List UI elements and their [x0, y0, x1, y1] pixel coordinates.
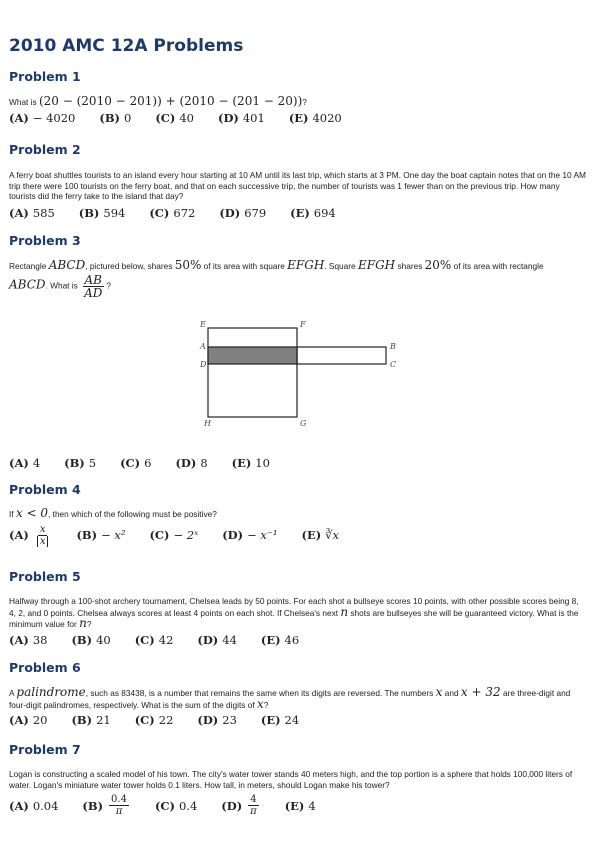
- choice-e[interactable]: (E) 4020: [288, 110, 342, 125]
- choice-d[interactable]: (D) 23: [197, 713, 237, 727]
- choice-e[interactable]: (E) 46: [260, 632, 300, 647]
- answer-choices: [9, 524, 587, 547]
- choice-b[interactable]: (B) 5: [64, 456, 97, 470]
- problem-heading: Problem 2: [9, 142, 81, 157]
- choice-c[interactable]: (C) 672: [149, 205, 196, 220]
- square-efgh: [208, 328, 297, 417]
- choice-d[interactable]: (D) 8: [175, 456, 208, 470]
- choice-d[interactable]: (D) 679: [219, 205, 267, 220]
- choice-a[interactable]: (A) 38: [9, 632, 48, 647]
- choice-e[interactable]: (E) 4: [284, 798, 316, 813]
- problem-statement: If x < 0, then which of the following must be positive?: [9, 506, 217, 520]
- choice-b[interactable]: (B) 594: [78, 205, 126, 220]
- fraction: $\frac{x}{x}$: [35, 524, 51, 547]
- problem-heading: Problem 4: [9, 482, 81, 497]
- problem-statement: A ferry boat shuttles tourists to an island every hour starting at 10 AM until its last trip, which starts at 3 PM. One day the boat captain notes that on the 10 AM trip there were 100 tourists on the ferry boat, and that on each successive trip, the number of tourists was 1 fewer than on the previous trip. How many tourists did the ferry take to the island that day?: [9, 170, 586, 201]
- label-d: D: [200, 360, 207, 369]
- choice-c[interactable]: (C) 40: [155, 110, 194, 125]
- choice-a[interactable]: (A) 4: [9, 456, 41, 470]
- choice-c[interactable]: (C) 22: [134, 713, 174, 727]
- problem-1: [9, 69, 587, 125]
- fraction: $\frac{0.4}{\pi}$: [111, 794, 127, 817]
- problem-statement: Halfway through a 100-shot archery tournament, Chelsea leads by 50 points. For each shot a bullseye scores 10 points, with other possible scores being 8, 4, 2, and 0 points. Chelsea always scores at least 4 points on each shot. If Chelsea's next n shots are bullseyes she will be guaranteed victory. What is the minimum value for n?: [9, 596, 579, 630]
- choice-b[interactable]: (B) 40: [71, 632, 111, 647]
- problem-2: [9, 142, 587, 220]
- label-e: E: [200, 320, 206, 329]
- answer-choices: [9, 794, 587, 817]
- label-a: A: [200, 342, 206, 351]
- answer-choices: [9, 111, 587, 125]
- choice-b[interactable]: (B) $\frac{0.4}{\pi}$: [82, 794, 127, 817]
- problem-heading: Problem 3: [9, 233, 81, 248]
- choice-a[interactable]: (A) $\frac{x}{x}$: [9, 524, 52, 547]
- page-title: 2010 AMC 12A Problems: [9, 36, 244, 56]
- problem-statement: What is (20 − (2010 − 201)) + (2010 − (201 − 20))?: [9, 94, 307, 108]
- math-expression: (20 − (2010 − 201)) + (2010 − (201 − 20)): [38, 94, 303, 108]
- problem-5: [9, 569, 587, 647]
- label-f: F: [300, 320, 306, 329]
- answer-choices: [9, 456, 587, 470]
- problem-statement: A palindrome, such as 83438, is a number that remains the same when its digits are reversed. The numbers x and x + 32 are three-digit and four-digit palindromes, respectively. What is the sum of the digits of x?: [9, 685, 571, 711]
- fraction: $\frac{4}{\pi}$: [250, 794, 257, 817]
- problem-heading: Problem 7: [9, 742, 81, 757]
- geometry-figure: [194, 318, 424, 430]
- label-c: C: [390, 360, 397, 369]
- choice-d[interactable]: (D) 401: [218, 110, 265, 125]
- fraction: $\frac{AB}{AD}$: [84, 273, 103, 300]
- label-h: H: [204, 419, 211, 428]
- problem-heading: Problem 5: [9, 569, 81, 584]
- choice-b[interactable]: (B) 0: [99, 110, 132, 125]
- choice-d[interactable]: (D) $\frac{4}{\pi}$: [221, 794, 257, 817]
- choice-a[interactable]: (A) 585: [9, 205, 55, 220]
- problem-heading: Problem 1: [9, 69, 81, 84]
- answer-choices: [9, 206, 587, 220]
- choice-c[interactable]: (C) 42: [134, 632, 174, 647]
- label-b: B: [390, 342, 396, 351]
- rectangle-abcd: [297, 347, 386, 364]
- math-condition: x < 0: [15, 506, 49, 520]
- problem-statement: Logan is constructing a scaled model of his town. The city's water tower stands 40 meters high, and the top portion is a sphere that holds 100,000 liters of water. Logan's miniature water tower holds 0.1 liters. How tall, in meters, should Logan make his tower?: [9, 769, 573, 790]
- choice-e[interactable]: (E) 10: [231, 456, 270, 470]
- choice-a[interactable]: (A) 0.04: [9, 798, 59, 813]
- problem-statement: Rectangle ABCD, pictured below, shares 50% of its area with square EFGH. Square EFGH shares 20% of its area with rectangle ABCD. What is $\frac{AB}{AD}$ ?: [9, 258, 544, 300]
- choice-d[interactable]: (D) − x⁻¹: [222, 528, 278, 542]
- problem-heading: Problem 6: [9, 660, 81, 675]
- problem-6: [9, 660, 587, 727]
- choice-d[interactable]: (D) 44: [197, 632, 237, 647]
- choice-c[interactable]: (C) 6: [120, 456, 152, 470]
- choice-e[interactable]: (E) 24: [260, 713, 300, 727]
- answer-choices: [9, 713, 587, 727]
- choice-c[interactable]: (C) − 2ˣ: [149, 528, 199, 542]
- shaded-overlap: [208, 347, 297, 364]
- label-g: G: [300, 419, 307, 428]
- problem-4: [9, 482, 587, 547]
- choice-a[interactable]: (A) − 4020: [9, 110, 76, 125]
- problem-3: [9, 233, 587, 299]
- choice-e[interactable]: (E) 694: [290, 205, 336, 220]
- choice-a[interactable]: (A) 20: [9, 713, 48, 727]
- answer-choices: [9, 633, 587, 647]
- choice-b[interactable]: (B) − x²: [76, 528, 126, 542]
- choice-e[interactable]: (E) ∛x: [301, 528, 340, 542]
- problem-3-choices: [9, 456, 587, 470]
- choice-c[interactable]: (C) 0.4: [154, 798, 198, 813]
- choice-b[interactable]: (B) 21: [71, 713, 111, 727]
- problem-7: [9, 742, 587, 817]
